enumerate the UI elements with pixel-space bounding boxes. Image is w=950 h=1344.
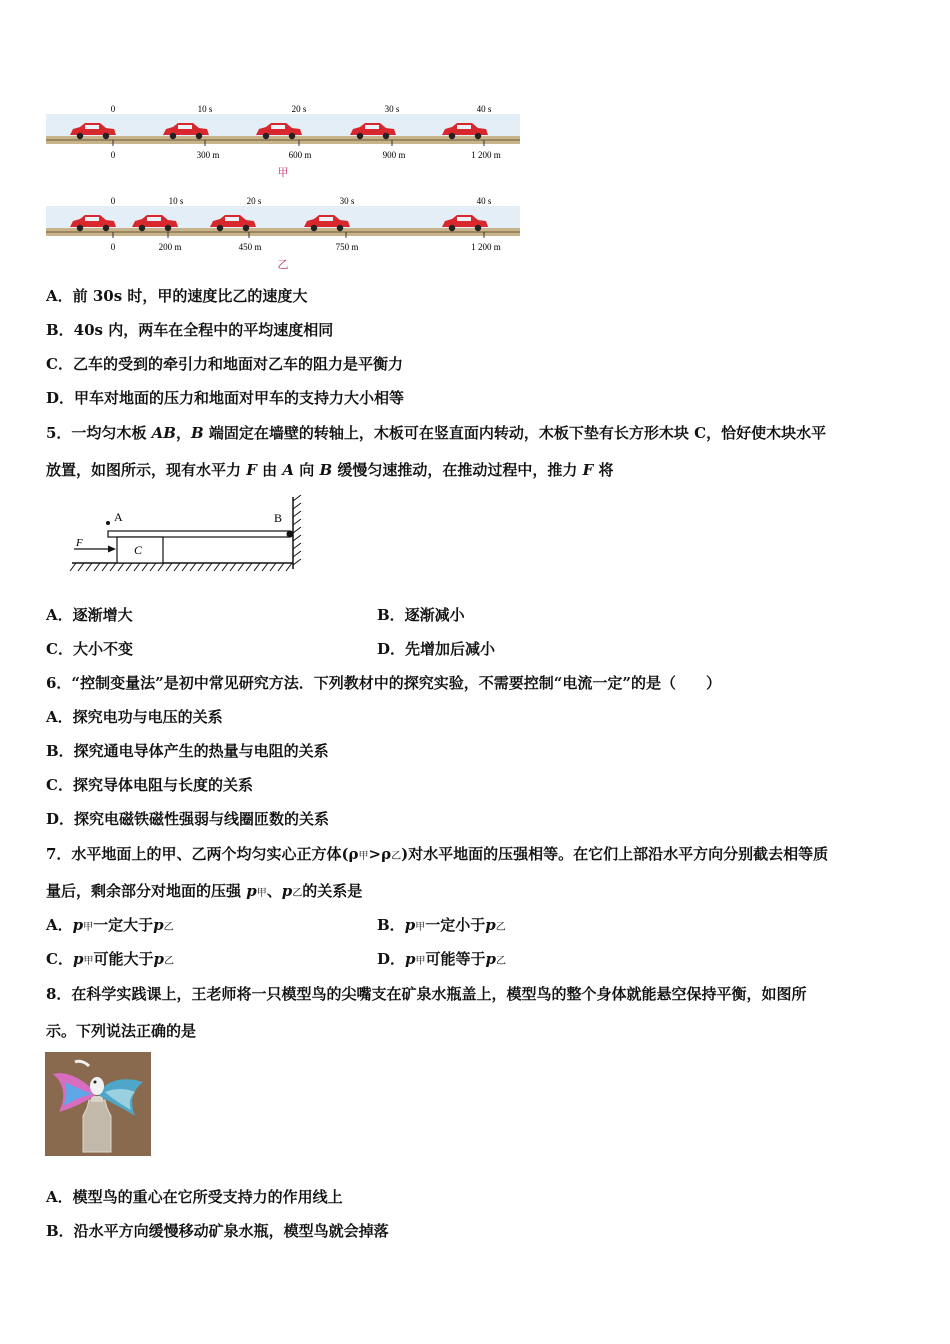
q7-option-b: B．p甲一定小于p乙	[377, 916, 506, 934]
q7-option-c: C．p甲可能大于p乙	[46, 950, 174, 968]
q7-option-d: D．p甲可能等于p乙	[377, 950, 507, 968]
distance-label: 300 m	[196, 150, 220, 160]
q6-option-c: C．探究导体电阻与长度的关系	[46, 776, 253, 794]
time-label: 10 s	[168, 196, 184, 206]
q6-stem: 6．“控制变量法”是初中常见研究方法．下列教材中的探究实验，不需要控制“电流一定”的是（ ）	[46, 674, 721, 692]
point-a	[106, 521, 110, 525]
board-block-figure	[60, 495, 320, 585]
time-label: 20 s	[246, 196, 262, 206]
figure-label-yi: 乙	[277, 258, 289, 271]
pivot-b	[287, 531, 294, 538]
q4-option-d: D．甲车对地面的压力和地面对甲车的支持力大小相等	[46, 389, 405, 407]
board-ab	[108, 531, 290, 537]
q8-stem-line2: 示。下列说法正确的是	[46, 1022, 197, 1040]
q8-stem-line1: 8．在科学实践课上，王老师将一只模型鸟的尖嘴支在矿泉水瓶盖上，模型鸟的整个身体就能悬空保持平衡，如图所	[46, 985, 807, 1003]
label-a: A	[114, 510, 123, 524]
distance-label: 0	[110, 150, 116, 160]
q7-option-a: A．p甲一定大于p乙	[46, 916, 174, 934]
time-label: 40 s	[476, 196, 492, 206]
q5-stem-line1: 5．一均匀木板 AB，B 端固定在墙壁的转轴上，木板可在竖直面内转动，木板下垫有长方形木块 C，恰好使木块水平	[46, 424, 827, 442]
figure-label-jia: 甲	[277, 166, 289, 179]
q8-option-a: A．模型鸟的重心在它所受支持力的作用线上	[46, 1188, 343, 1206]
q4-option-c: C．乙车的受到的牵引力和地面对乙车的阻力是平衡力	[46, 355, 403, 373]
q5-option-b: B．逐渐减小	[377, 606, 465, 624]
model-bird-photo	[45, 1052, 151, 1156]
q5-option-a: A．逐渐增大	[46, 606, 133, 624]
q7-stem-line1: 7．水平地面上的甲、乙两个均匀实心正方体(ρ甲>ρ乙)对水平地面的压强相等。在它们上部沿水平方向分别截去相等质	[46, 845, 829, 863]
time-label: 0	[110, 196, 116, 206]
time-label: 20 s	[291, 104, 307, 114]
time-label: 30 s	[339, 196, 355, 206]
q5-option-d: D．先增加后减小	[377, 640, 496, 658]
q5-option-c: C．大小不变	[46, 640, 133, 658]
label-c: C	[134, 543, 143, 557]
distance-label: 0	[110, 242, 116, 252]
time-label: 30 s	[384, 104, 400, 114]
q7-stem-line2: 量后，剩余部分对地面的压强 p甲、p乙的关系是	[46, 882, 363, 900]
label-f: F	[76, 537, 83, 549]
q8-option-b: B．沿水平方向缓慢移动矿泉水瓶，模型鸟就会掉落	[46, 1222, 389, 1240]
time-label: 0	[110, 104, 116, 114]
time-label: 10 s	[197, 104, 213, 114]
distance-label: 600 m	[288, 150, 312, 160]
q6-option-a: A．探究电功与电压的关系	[46, 708, 223, 726]
time-label: 40 s	[476, 104, 492, 114]
bottle	[83, 1100, 111, 1152]
label-b: B	[274, 511, 283, 525]
distance-label: 1 200 m	[471, 242, 501, 252]
bird-head	[90, 1077, 104, 1095]
q6-option-d: D．探究电磁铁磁性强弱与线圈匝数的关系	[46, 810, 330, 828]
distance-label: 1 200 m	[471, 150, 501, 160]
car-motion-figure	[40, 98, 530, 278]
q4-option-b: B．40s 内，两车在全程中的平均速度相同	[46, 321, 334, 339]
q4-option-a: A．前 30s 时，甲的速度比乙的速度大	[46, 287, 308, 305]
distance-label: 200 m	[158, 242, 182, 252]
distance-label: 750 m	[335, 242, 359, 252]
distance-label: 450 m	[238, 242, 262, 252]
q6-option-b: B．探究通电导体产生的热量与电阻的关系	[46, 742, 329, 760]
q5-stem-line2: 放置，如图所示，现有水平力 F 由 A 向 B 缓慢匀速推动，在推动过程中，推力 F 将	[46, 461, 614, 479]
distance-label: 900 m	[382, 150, 406, 160]
